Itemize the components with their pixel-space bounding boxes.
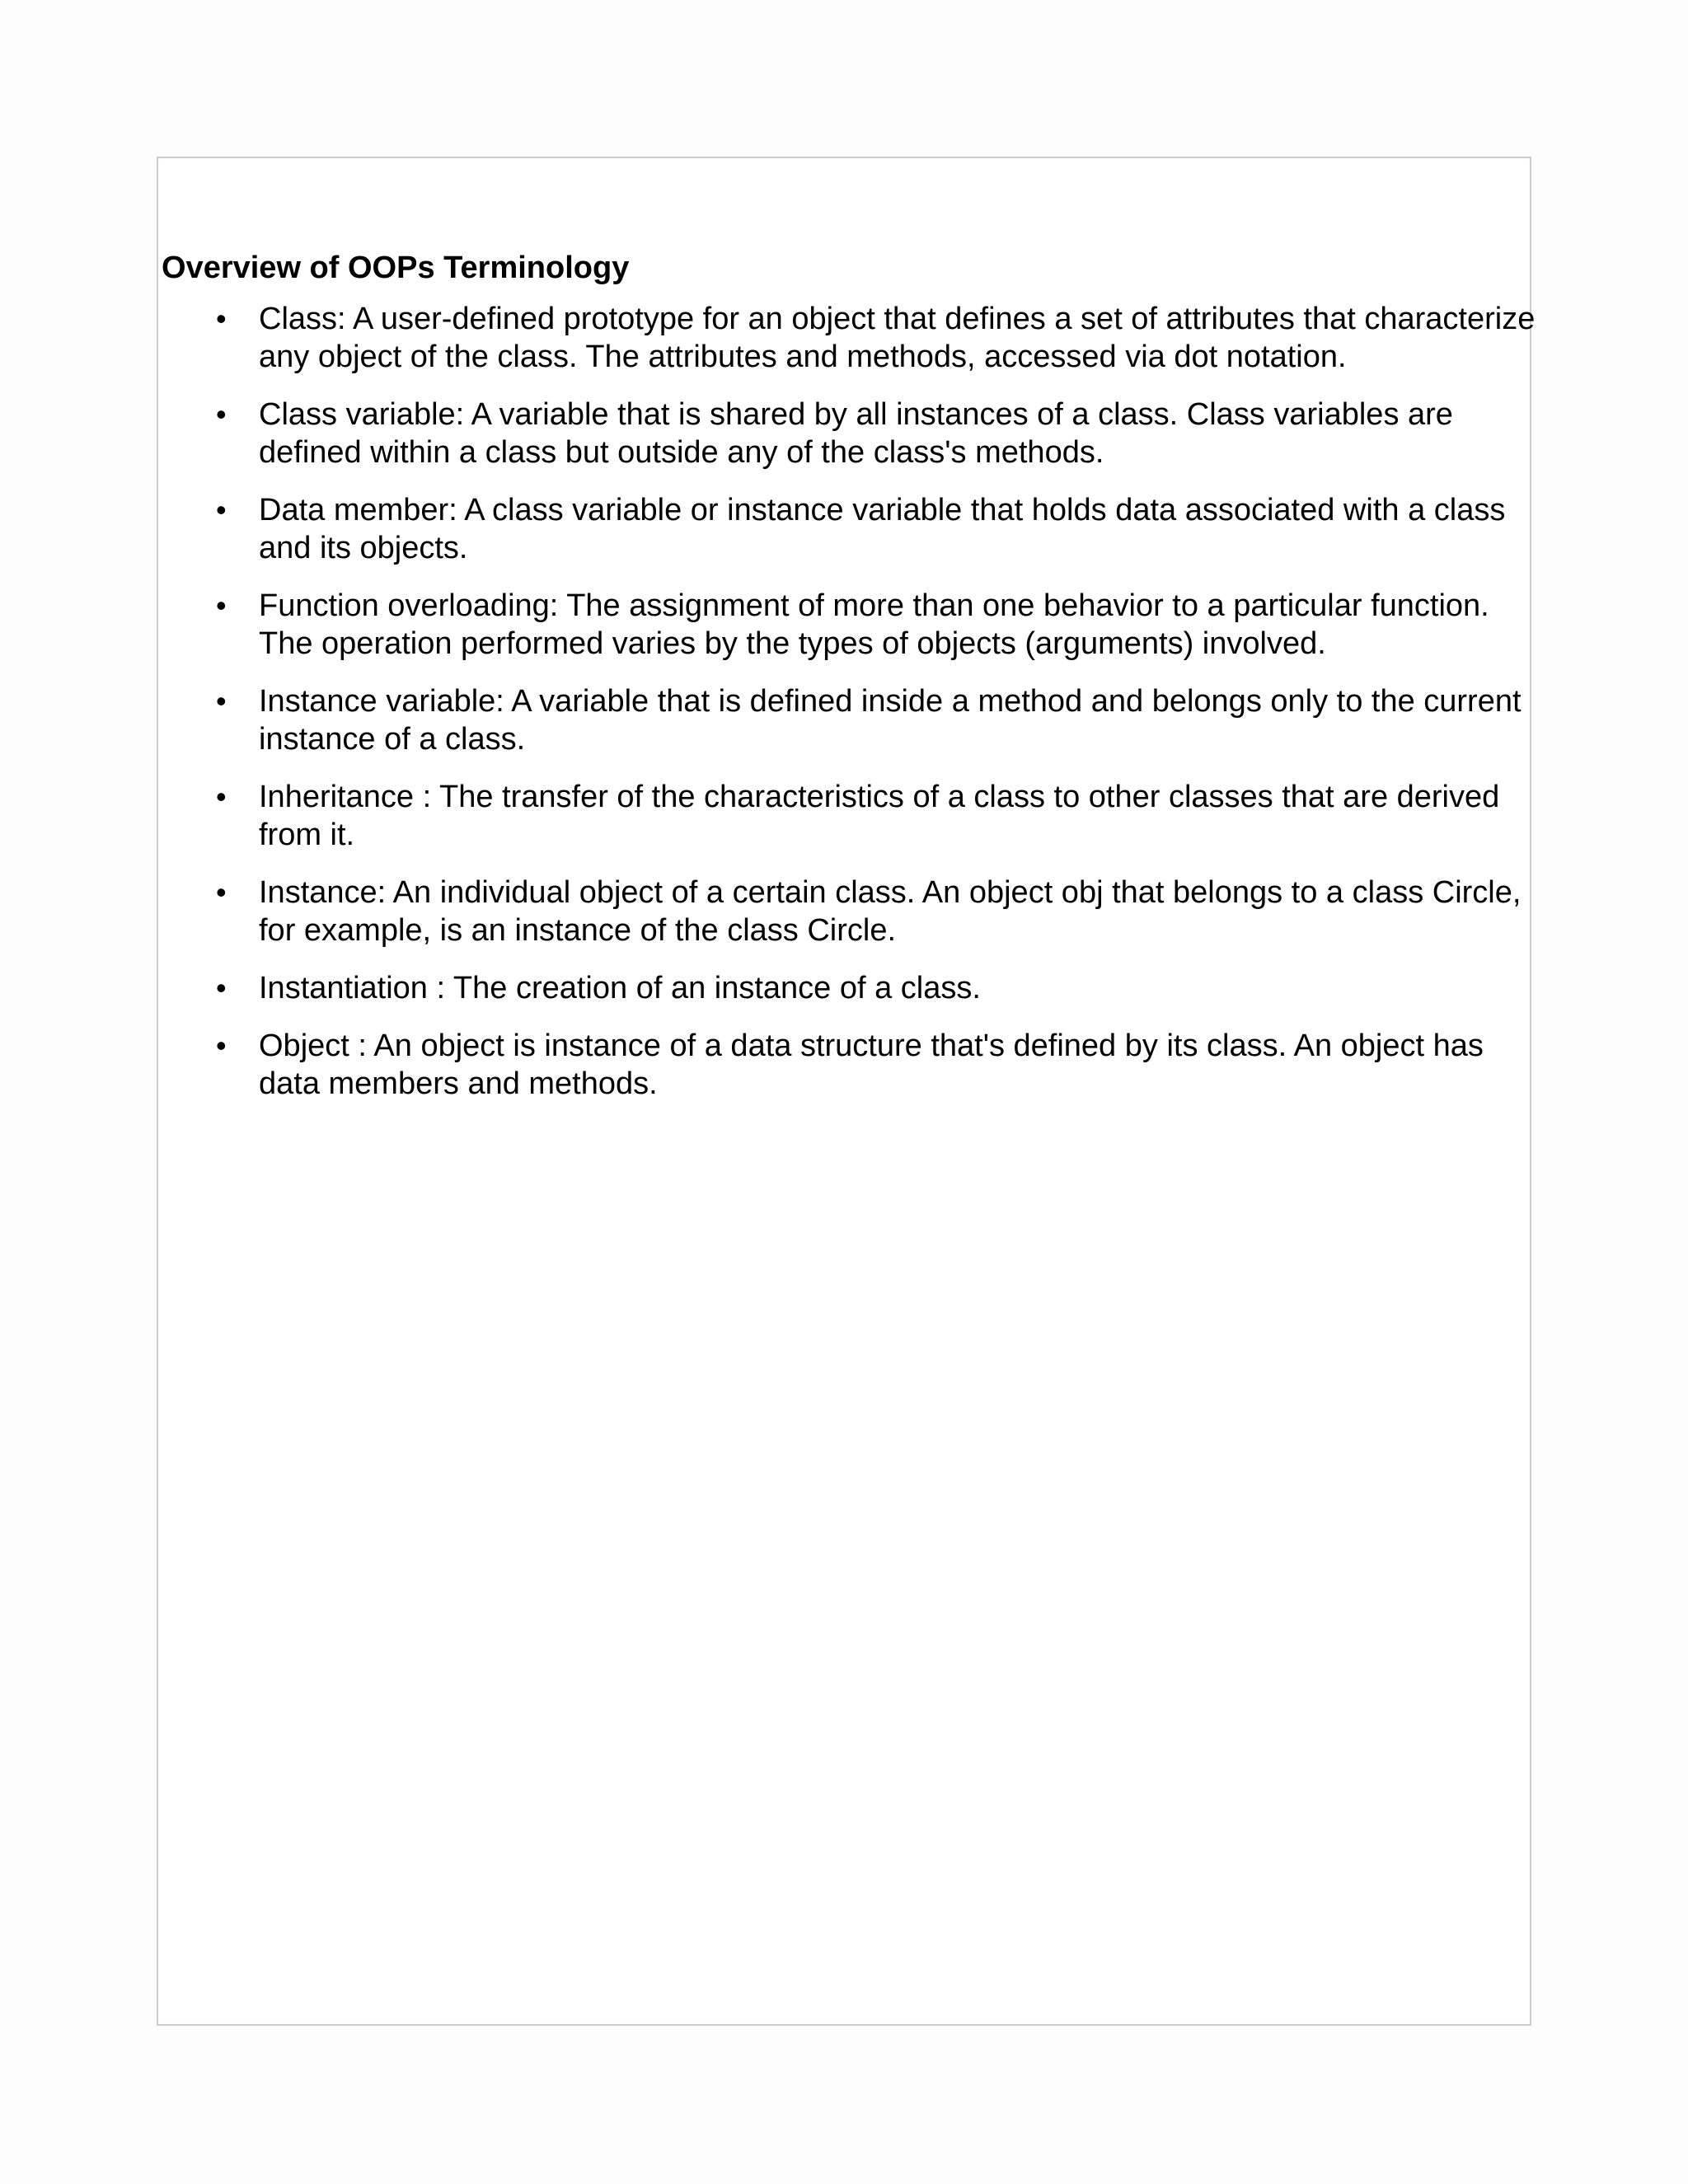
bullet-icon: • <box>216 493 227 527</box>
document-heading: Overview of OOPs Terminology <box>162 251 630 285</box>
terminology-list <box>162 300 1546 1103</box>
list-item <box>162 1027 1545 1103</box>
bullet-icon: • <box>216 1029 227 1062</box>
list-item <box>162 587 1545 663</box>
bullet-icon: • <box>216 684 227 718</box>
list-item-text: Class variable: A variable that is shared by all instances of a class. Class variables are defined within a class but outside any of the class's methods. <box>259 397 1453 470</box>
bullet-icon: • <box>216 397 227 431</box>
list-item-text: Object : An object is instance of a data structure that's defined by its class. An object has data members and methods. <box>259 1029 1484 1101</box>
bullet-icon: • <box>216 971 227 1005</box>
bullet-icon: • <box>216 780 227 813</box>
document-content <box>162 244 1546 1122</box>
list-item-text: Instance: An individual object of a certain class. An object obj that belongs to a class Circle, for example, is an instance of the class Circle. <box>259 875 1522 948</box>
bullet-icon: • <box>216 302 227 335</box>
list-item <box>162 396 1545 471</box>
list-item-text: Instance variable: A variable that is defined inside a method and belongs only to the current instance of a class. <box>259 684 1522 757</box>
list-item <box>162 491 1545 567</box>
list-item <box>162 969 1545 1007</box>
list-item <box>162 874 1545 949</box>
list-item <box>162 682 1545 758</box>
bullet-icon: • <box>216 875 227 909</box>
list-item <box>162 778 1545 854</box>
list-item-text: Inheritance : The transfer of the characteristics of a class to other classes that are derived from it. <box>259 780 1500 852</box>
list-item-text: Data member: A class variable or instance variable that holds data associated with a class and its objects. <box>259 493 1506 565</box>
list-item-text: Class: A user-defined prototype for an object that defines a set of attributes that characterize any object of the class. The attributes and methods, accessed via dot notation. <box>259 302 1536 374</box>
list-item-text: Function overloading: The assignment of more than one behavior to a particular function. The operation performed varies by the types of objects (arguments) involved. <box>259 588 1489 661</box>
bullet-icon: • <box>216 588 227 622</box>
list-item-text: Instantiation : The creation of an instance of a class. <box>259 971 981 1005</box>
list-item <box>162 300 1545 376</box>
